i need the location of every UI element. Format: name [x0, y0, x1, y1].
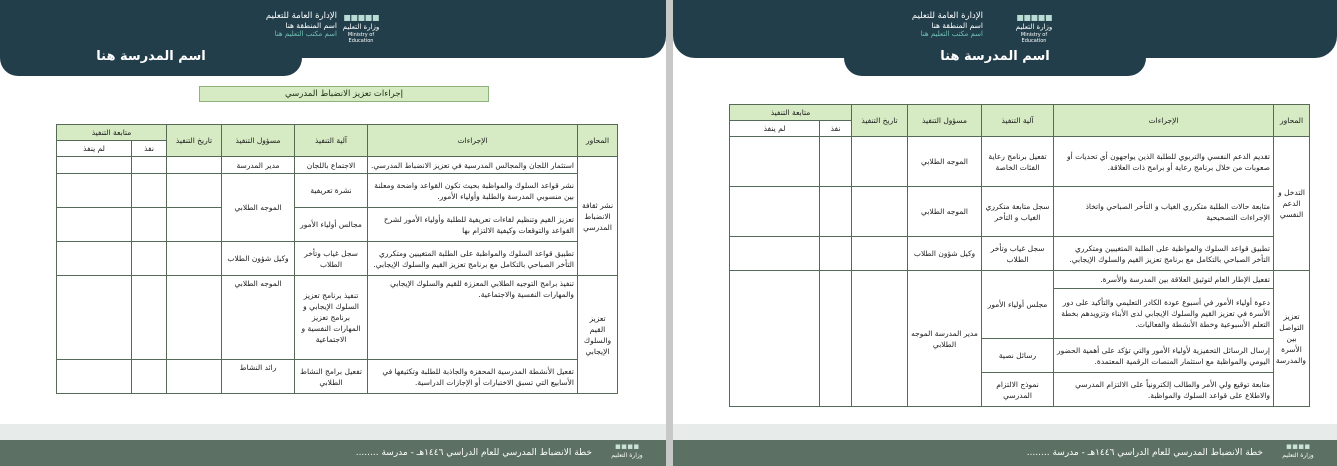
footer-logo — [1273, 443, 1323, 460]
col-followup: متابعة التنفيذ — [57, 125, 167, 141]
not-done-cell — [57, 242, 132, 276]
directorate-line2: اسم المنطقة هنا — [931, 21, 983, 30]
mechanism-cell: سجل غياب وتأخر الطلاب — [982, 237, 1054, 271]
axis-cell: تعزيز التواصل بين الأسرة والمدرسة — [1274, 271, 1310, 407]
right-page — [673, 0, 1337, 466]
not-done-cell — [730, 187, 820, 237]
mechanism-cell: مجلس أولياء الأمور — [982, 271, 1054, 339]
ministry-logo-icon: ▪▪▪▪▪ — [343, 10, 379, 24]
not-done-cell — [57, 157, 132, 174]
directorate-line3: اسم مكتب التعليم هنا — [920, 30, 983, 38]
procedure-cell: تفعيل الأنشطة المدرسية المحفزة والجاذبة للطلبة وتكثيفها في الأسابيع التي تسبق الاختبارات أو الإجازات الدراسية. — [368, 360, 578, 394]
mechanism-cell: سجل غياب وتأخر الطلاب — [295, 242, 368, 276]
date-cell — [167, 174, 222, 208]
plan-title: إجراءات تعزيز الانضباط المدرسي — [199, 86, 489, 102]
procedure-cell: نشر قواعد السلوك والمواظبة بحيث تكون القواعد واضحة ومعلنة بين منسوبي المدرسة والطلبة وأولياء الأمور. — [368, 174, 578, 208]
responsible-cell: رائد النشاط — [222, 360, 295, 394]
responsible-cell: الموجه الطلابي — [908, 137, 982, 187]
axis-cell: التدخل و الدعم النفسي — [1274, 137, 1310, 271]
footer-logo-ar: وزارة التعليم — [1282, 452, 1314, 459]
procedure-cell: متابعة توقيع ولي الأمر والطالب إلكترونياً على الالتزام المدرسي والاطلاع على قواعد السلوك والمواظبة. — [1054, 373, 1274, 407]
date-cell — [852, 187, 908, 237]
school-name-banner: اسم المدرسة هنا — [844, 36, 1146, 76]
not-done-cell — [57, 208, 132, 242]
procedure-cell: تطبيق قواعد السلوك والمواظبة على الطلبة المتغيبين ومتكرري التأخر الصباحي بالتكامل مع برنامج تعزيز القيم والسلوك الإيجابي. — [368, 242, 578, 276]
not-done-cell — [730, 237, 820, 271]
axis-cell: تعزيز القيم والسلوك الإيجابي — [578, 276, 618, 394]
mechanism-cell: الاجتماع باللجان — [295, 157, 368, 174]
date-cell — [852, 137, 908, 187]
right-plan-table — [729, 104, 1310, 407]
procedure-cell: تنفيذ برامج التوجيه الطلابي المعززة للقيم والسلوك الإيجابي والمهارات النفسية والاجتماعية. — [368, 276, 578, 360]
col-axis: المحاور — [578, 125, 618, 157]
left-page — [0, 0, 666, 466]
date-cell — [852, 237, 908, 271]
col-mechanism: آلية التنفيذ — [295, 125, 368, 157]
directorate-line1: الإدارة العامة للتعليم — [911, 11, 983, 21]
left-plan-table — [56, 124, 618, 394]
directorate-text — [266, 12, 337, 39]
responsible-cell: الموجه الطلابي — [908, 187, 982, 237]
done-cell — [132, 276, 167, 360]
done-cell — [132, 360, 167, 394]
responsible-cell: مدير المدرسة — [222, 157, 295, 174]
ministry-logo-en: Ministry of Education — [347, 32, 375, 44]
done-cell — [132, 174, 167, 208]
done-cell — [820, 271, 852, 407]
ministry-logo — [338, 12, 384, 44]
mechanism-cell: تفعيل برامج النشاط الطلابي — [295, 360, 368, 394]
school-name-banner: اسم المدرسة هنا — [0, 36, 302, 76]
mechanism-cell: نشرة تعريفية — [295, 174, 368, 208]
footer-text: خطة الانضباط المدرسي للعام الدراسي ١٤٤٦هـ - مدرسة ........ — [1026, 448, 1263, 458]
date-cell — [167, 242, 222, 276]
col-procedures: الإجراءات — [1054, 105, 1274, 137]
mechanism-cell: تنفيذ برنامج تعزيز السلوك الإيجابي و برنامج تعزيز المهارات النفسية و الاجتماعية — [295, 276, 368, 360]
footer-logo-ar: وزارة التعليم — [611, 452, 643, 459]
col-not-done: لم ينفذ — [730, 121, 820, 137]
col-not-done: لم ينفذ — [57, 141, 132, 157]
done-cell — [132, 242, 167, 276]
footer-text: خطة الانضباط المدرسي للعام الدراسي ١٤٤٦هـ - مدرسة ........ — [355, 448, 592, 458]
done-cell — [820, 237, 852, 271]
procedure-cell: تفعيل الإطار العام لتوثيق العلاقة بين المدرسة والأسرة. — [1054, 271, 1274, 289]
not-done-cell — [57, 174, 132, 208]
done-cell — [132, 208, 167, 242]
procedure-cell: استثمار اللجان والمجالس المدرسية في تعزيز الانضباط المدرسي. — [368, 157, 578, 174]
date-cell — [167, 208, 222, 242]
footer-band — [0, 424, 666, 440]
procedure-cell: دعوة أولياء الأمور في أسبوع عودة الكادر التعليمي والتأكيد على دور الأسرة في تعزيز القيم والسلوك الإيجابي لدى الأبناء وتزويدهم بخطة التعلم الأسبوعية وخطة الأنشطة والفعاليات. — [1054, 289, 1274, 339]
col-responsible: مسؤول التنفيذ — [222, 125, 295, 157]
date-cell — [852, 271, 908, 407]
col-responsible: مسؤول التنفيذ — [908, 105, 982, 137]
ministry-logo-icon: ▪▪▪▪▪ — [1016, 10, 1052, 24]
responsible-cell: وكيل شؤون الطلاب — [222, 242, 295, 276]
responsible-cell: الموجه الطلابي — [222, 276, 295, 360]
directorate-line3: اسم مكتب التعليم هنا — [274, 30, 337, 38]
responsible-cell: مدير المدرسة الموجه الطلابي — [908, 271, 982, 407]
date-cell — [167, 157, 222, 174]
procedure-cell: إرسال الرسائل التحفيزية لأولياء الأمور والتي تؤكد على أهمية الحضور اليومي والمواظبة مع استثمار المنصات الرقمية المعتمدة. — [1054, 339, 1274, 373]
mechanism-cell: مجالس أولياء الأمور — [295, 208, 368, 242]
mechanism-cell: سجل متابعة متكرري الغياب و التأخر — [982, 187, 1054, 237]
mechanism-cell: رسائل نصية — [982, 339, 1054, 373]
date-cell — [167, 276, 222, 360]
not-done-cell — [730, 271, 820, 407]
col-done: نفذ — [820, 121, 852, 137]
procedure-cell: تقديم الدعم النفسي والتربوي للطلبة الذين يواجهون أي تحديات أو صعوبات من خلال برنامج رعاية أو برامج ذات العلاقة. — [1054, 137, 1274, 187]
footer-logo-icon: ▪▪▪▪ — [614, 442, 640, 452]
col-mechanism: آلية التنفيذ — [982, 105, 1054, 137]
directorate-line2: اسم المنطقة هنا — [285, 21, 337, 30]
responsible-cell: وكيل شؤون الطلاب — [908, 237, 982, 271]
footer-logo — [602, 443, 652, 460]
page-footer — [0, 440, 666, 466]
not-done-cell — [57, 360, 132, 394]
not-done-cell — [730, 137, 820, 187]
done-cell — [820, 187, 852, 237]
procedure-cell: متابعة حالات الطلبة متكرري الغياب و التأخر الصباحي واتخاذ الإجراءات التصحيحية — [1054, 187, 1274, 237]
footer-logo-icon: ▪▪▪▪ — [1285, 442, 1311, 452]
col-done: نفذ — [132, 141, 167, 157]
directorate-text — [912, 12, 983, 39]
col-date: تاريخ التنفيذ — [167, 125, 222, 157]
not-done-cell — [57, 276, 132, 360]
done-cell — [132, 157, 167, 174]
mechanism-cell: نموذج الالتزام المدرسي — [982, 373, 1054, 407]
procedure-cell: تعزيز القيم وتنظيم لقاءات تعريفية للطلبة وأولياء الأمور لشرح القواعد والتوقعات وكيفية الالتزام بها — [368, 208, 578, 242]
col-followup: متابعة التنفيذ — [730, 105, 852, 121]
date-cell — [167, 360, 222, 394]
ministry-logo-ar: وزارة التعليم — [342, 23, 380, 31]
directorate-line1: الإدارة العامة للتعليم — [265, 11, 337, 21]
axis-cell: نشر ثقافة الانضباط المدرسي — [578, 157, 618, 276]
mechanism-cell: تفعيل برنامج رعاية الفئات الخاصة — [982, 137, 1054, 187]
ministry-logo-en: Ministry of Education — [1020, 32, 1048, 44]
procedure-cell: تطبيق قواعد السلوك والمواظبة على الطلبة المتغيبين ومتكرري التأخر الصباحي بالتكامل مع برنامج تعزيز القيم والسلوك الإيجابي. — [1054, 237, 1274, 271]
ministry-logo-ar: وزارة التعليم — [1015, 23, 1053, 31]
ministry-logo — [1011, 12, 1057, 44]
col-date: تاريخ التنفيذ — [852, 105, 908, 137]
col-axis: المحاور — [1274, 105, 1310, 137]
col-procedures: الإجراءات — [368, 125, 578, 157]
page-footer — [673, 440, 1337, 466]
done-cell — [820, 137, 852, 187]
footer-band — [673, 424, 1337, 440]
responsible-cell: الموجه الطلابي — [222, 174, 295, 242]
